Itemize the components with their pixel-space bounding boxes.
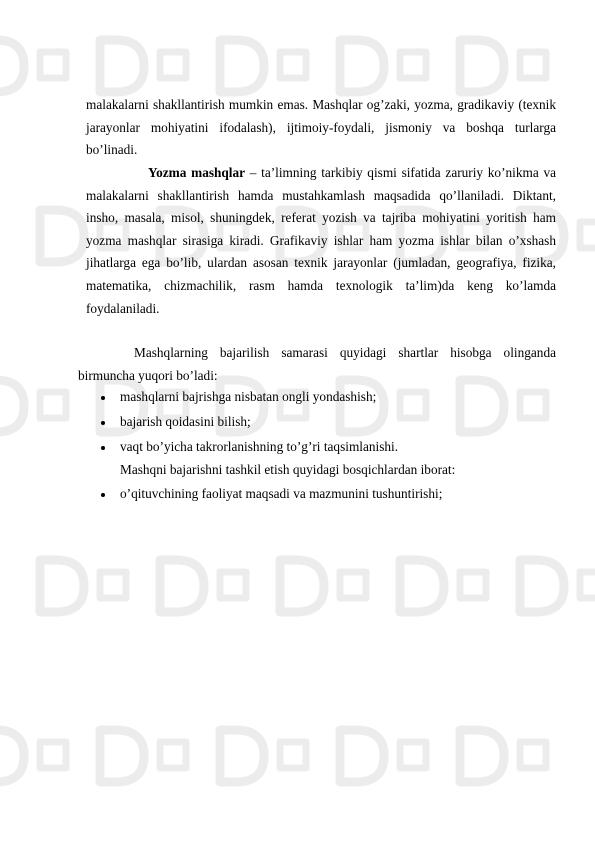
- paragraph-written-exercises-text: – ta’limning tarkibiy qismi sifatida zaruriy ko’nikma va malakalarni shakllantirish hamda mustahkamlash maqsadida qo’llaniladi. Diktant, insho, masala, misol, shuningdek, referat yozish va tajriba mohiyatini yoritish ham yozma mashqlar sirasiga kiradi. Grafikaviy ishlar ham yozma ishlar bilan o’xshash jihatlarga ega bo’lib, ulardan asosan texnik jarayonlar (jumladan, geografiya, fizika, matematika, chizmachilik, rasm hamda texnologik ta’lim)da keng ko’lamda foydalaniladi.: [86, 165, 556, 316]
- list-item-text: mashqlarni bajrishga nisbatan ongli yondashish;: [120, 389, 377, 404]
- paragraph-written-exercises: [86, 162, 556, 320]
- list-item-text: bajarish qoidasini bilish;: [120, 414, 251, 429]
- steps-intro: Mashqni bajarishni tashkil etish quyidagi bosqichlardan iborat:: [120, 462, 456, 477]
- paragraph-intro: malakalarni shakllantirish mumkin emas. Mashqlar og’zaki, yozma, gradikaviy (texnik jarayonlar mohiyatini ifodalash), ijtimoiy-foydali, jismoniy va boshqa turlarga bo’linadi.: [86, 97, 556, 158]
- term-written-exercises: Yozma mashqlar: [148, 165, 246, 180]
- list-item-text: vaqt bo’yicha takrorlanishning to’g’ri taqsimlanishi.: [120, 439, 399, 454]
- paragraph-conditions: Mashqlarning bajarilish samarasi quyidagi shartlar hisobga olinganda birmuncha yuqori bo’ladi:: [78, 345, 556, 383]
- list-item-text: o’qituvchining faoliyat maqsadi va mazmunini tushuntirishi;: [120, 486, 443, 501]
